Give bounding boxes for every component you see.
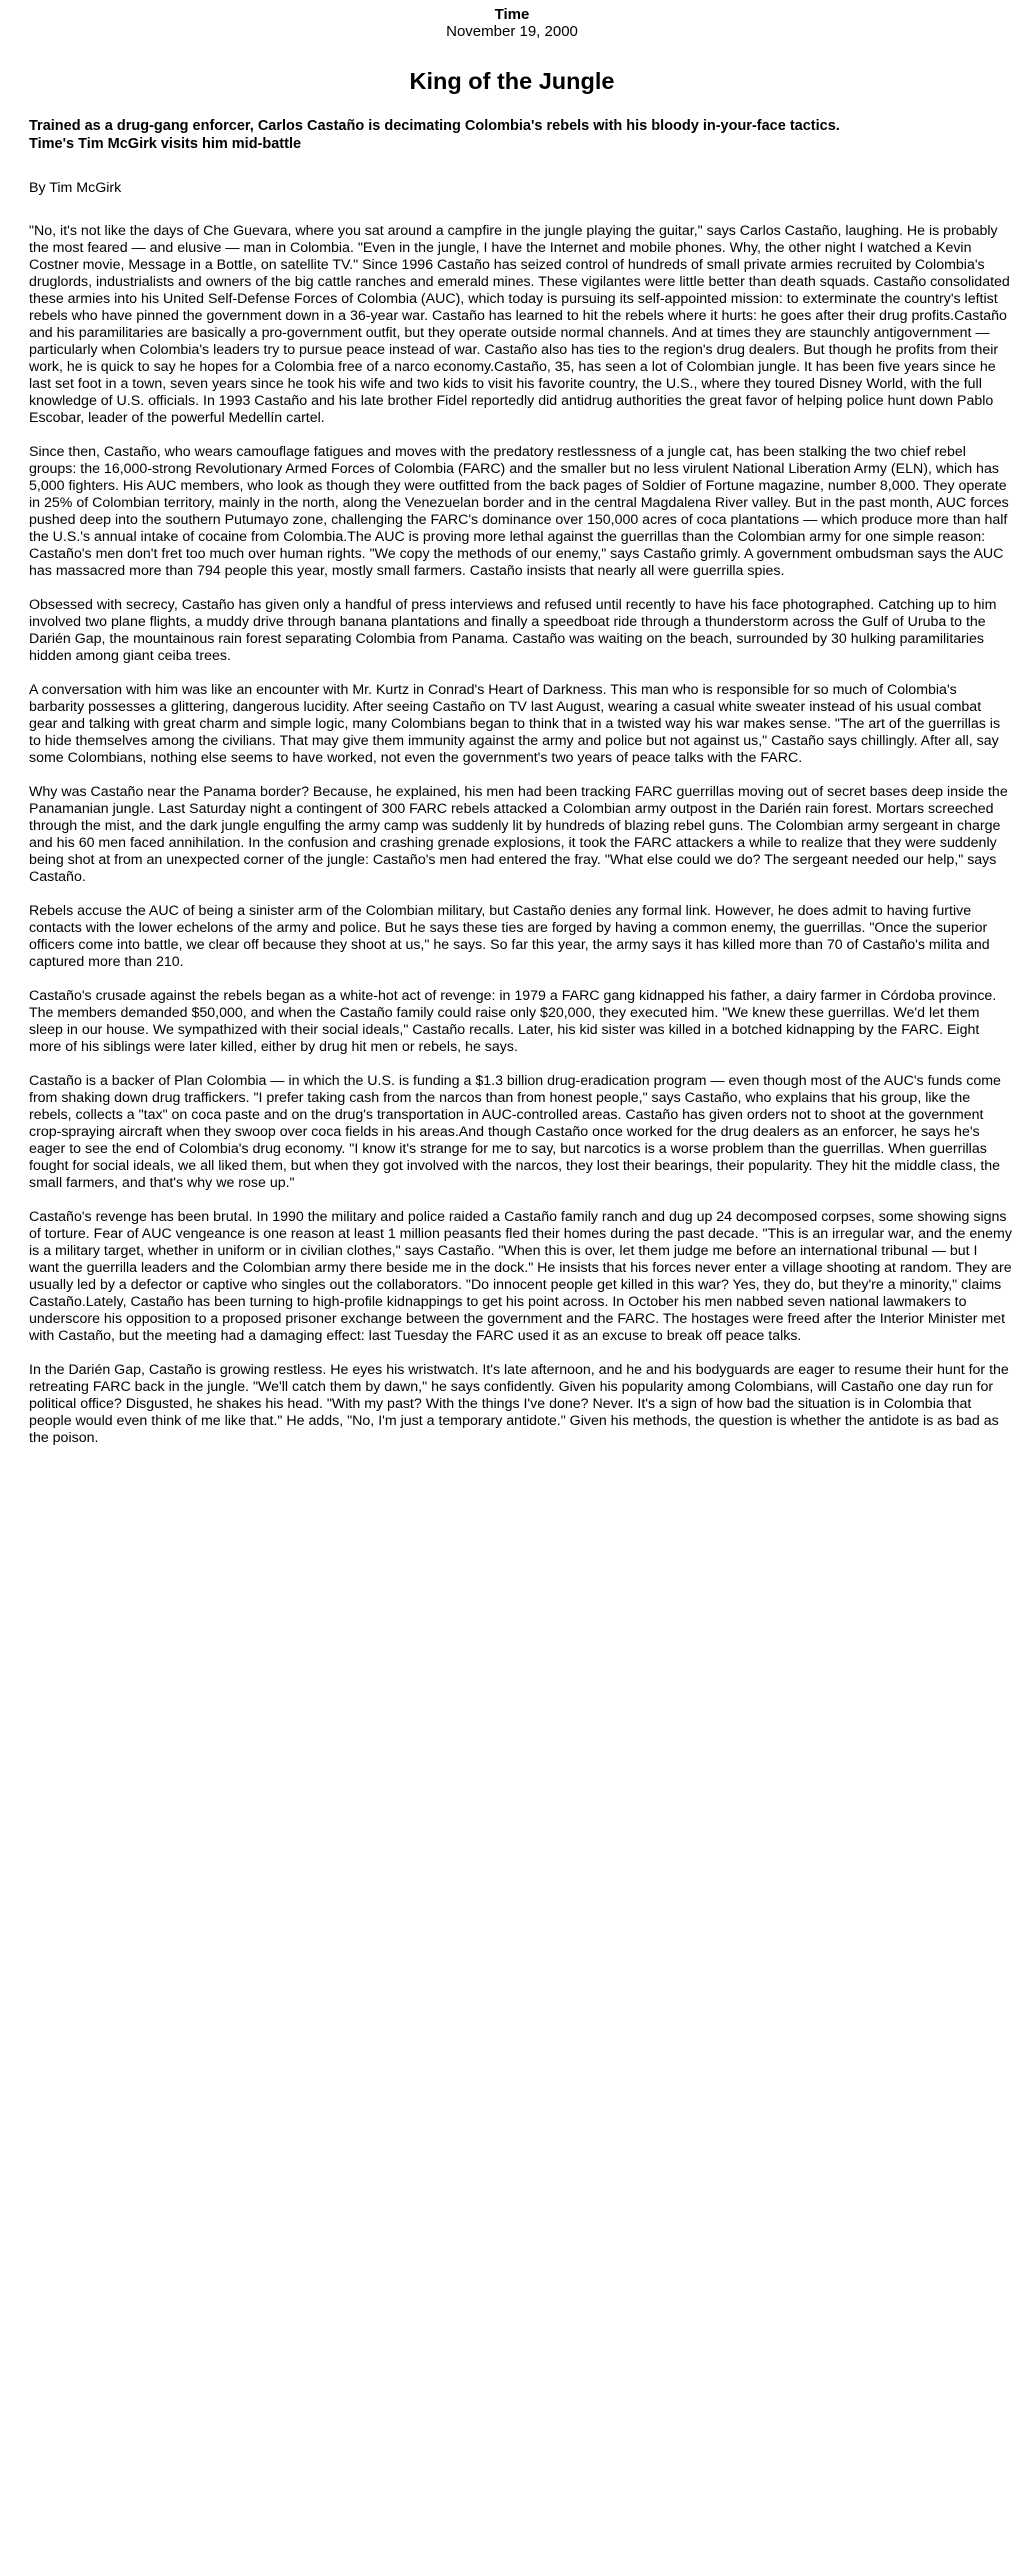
paragraph-line: "No, it's not like the days of Che Guevara, where you sat around a campfire in the jungle playing the guitar," says Carlos Castaño, laughing. He is probably — [29, 223, 998, 239]
paragraph-line: more of his siblings were later killed, either by drug hit men or rebels, he says. — [29, 1039, 518, 1055]
paragraph-line: gear and talking with great charm and simple logic, many Colombians began to think that in a twisted way his war makes sense. "The art of the guerrillas is — [29, 716, 1001, 732]
paragraph-line: of torture. Fear of AUC vengeance is one reason at least 1 million peasants fled their homes during the past decade. "This is an irregular war, and the enemy — [29, 1226, 1012, 1242]
paragraph-line: last set foot in a town, seven years since he took his wife and two kids to visit his favorite country, the U.S., where they toured Disney World, with the full — [29, 376, 982, 392]
article-paragraph — [7, 1362, 1017, 1447]
paragraph-line: Rebels accuse the AUC of being a sinister arm of the Colombian military, but Castaño denies any formal link. However, he does admit to having furtive — [29, 903, 972, 919]
paragraph-line: Castaño is a backer of Plan Colombia — in which the U.S. is funding a $1.3 billion drug-eradication program — even though most of the AUC's funds come — [29, 1073, 1001, 1089]
paragraph-line: these armies into his United Self-Defense Forces of Colombia (AUC), which today is pursuing its self-appointed mission: to exterminate the country's leftist — [29, 291, 998, 307]
publication-name: Time — [494, 6, 530, 23]
article-paragraph — [7, 1209, 1017, 1345]
paragraph-line: Castaño.Lately, Castaño has been turning to high-profile kidnappings to get his point across. In October his men nabbed seven national lawmakers to — [29, 1294, 967, 1310]
paragraph-line: underscore his opposition to a proposed prisoner exchange between the government and the FARC. The hostages were freed after the Interior Minister met — [29, 1311, 1006, 1327]
publication-date: November 19, 2000 — [446, 23, 578, 40]
paragraph-line: political office? Disgusted, he shakes his head. "With my past? With the things I've done? Never. It's a sign of how bad the situation is in Colombia that — [29, 1396, 972, 1412]
paragraph-line: eager to see the end of Colombia's drug economy. "I know it's strange for me to say, but narcotics is a worse problem than the guerrillas. When guerrillas — [29, 1141, 987, 1157]
paragraph-line: with Castaño, but the meeting had a damaging effect: last Tuesday the FARC used it as an excuse to break off peace talks. — [29, 1328, 802, 1344]
article-paragraph — [7, 682, 1017, 767]
paragraph-line: particularly when Colombia's leaders try to pursue peace instead of war. Castaño also has ties to the region's drug dealers. But though he profits from their — [29, 342, 999, 358]
paragraph-line: involved two plane flights, a muddy drive through banana plantations and finally a speedboat ride through a thunderstorm across the Gulf of Uruba to the — [29, 614, 986, 630]
paragraph-line: to hide themselves among the civilians. That may give them immunity against the army and police but not against us," Castaño says chillingly. After all, say — [29, 733, 999, 749]
paragraph-line: Darién Gap, the mountainous rain forest separating Colombia from Panama. Castaño was waiting on the beach, surrounded by 30 hulking paramilitaries — [29, 631, 985, 647]
paragraph-line: The members demanded $50,000, and when the Castaño family could raise only $20,000, they executed him. "We knew these guerrillas. We'd let them — [29, 1005, 980, 1021]
paragraph-line: rebels who have pinned the government down in a 36-year war. Castaño has learned to hit the rebels where it hurts: he goes after their drug profits.Castaño — [29, 308, 1007, 324]
article-body — [7, 223, 1017, 1447]
paragraph-line: work, he is quick to say he hopes for a Colombia free of a narco economy.Castaño, 35, has seen a lot of Colombian jungle. It has been five years since he — [29, 359, 996, 375]
paragraph-line: knowledge of U.S. officials. In 1993 Castaño and his late brother Fidel reportedly did antidrug authorities the great favor of helping police hunt down Pablo — [29, 393, 994, 409]
paragraph-line: has massacred more than 794 people this year, mostly small farmers. Castaño insists that nearly all were guerrilla spies. — [29, 563, 785, 579]
paragraph-line: through the mist, and the dark jungle engulfing the army camp was suddenly lit by hundreds of blazing rebel guns. The Colombian army sergeant in charge — [29, 818, 1001, 834]
article-paragraph — [7, 988, 1017, 1056]
paragraph-line: druglords, industrialists and owners of the big cattle ranches and emerald mines. These vigilantes were little better than death squads. Castaño consolidated — [29, 274, 1010, 290]
paragraph-line: some Colombians, nothing else seems to have worked, not even the government's two years of peace talks with the FARC. — [29, 750, 803, 766]
paragraph-line: Costner movie, Message in a Bottle, on satellite TV." Since 1996 Castaño has seized control of hundreds of small private armies recruited by Colombia's — [29, 257, 985, 273]
paragraph-line: want the guerrilla leaders and the Colombian army there beside me in the dock." He insists that his forces never enter a village shooting at random. They are — [29, 1260, 1012, 1276]
paragraph-line: A conversation with him was like an encounter with Mr. Kurtz in Conrad's Heart of Darkness. This man who is responsible for so much of Colombia's — [29, 682, 957, 698]
paragraph-line: Castaño. — [29, 869, 86, 885]
paragraph-line: Escobar, leader of the powerful Medellín cartel. — [29, 410, 325, 426]
paragraph-line: Panamanian jungle. Last Saturday night a contingent of 300 FARC rebels attacked a Colombian army outpost in the Darién rain forest. Mortars screeched — [29, 801, 994, 817]
paragraph-line: Castaño's crusade against the rebels began as a white-hot act of revenge: in 1979 a FARC gang kidnapped his father, a dairy farmer in Córdoba province. — [29, 988, 997, 1004]
paragraph-line: officers come into battle, we clear off because they shoot at us," he says. So far this year, the army says it has killed more than 70 of Castaño's milita and — [29, 937, 990, 953]
paragraph-line: the poison. — [29, 1430, 99, 1446]
paragraph-line: In the Darién Gap, Castaño is growing restless. He eyes his wristwatch. It's late afternoon, and he and his bodyguards are eager to resume their hunt for the — [29, 1362, 1009, 1378]
paragraph-line: 5,000 fighters. His AUC members, who look as though they were outfitted from the back pages of Soldier of Fortune magazine, number 8,000. They operate — [29, 478, 1007, 494]
deck-line: Time's Tim McGirk visits him mid-battle — [29, 135, 302, 152]
article-paragraph — [7, 1073, 1017, 1192]
article-paragraph — [7, 223, 1017, 427]
paragraph-line: sleep in our house. We sympathized with their social ideals," Castaño recalls. Later, his kid sister was killed in a botched kidnapping by the FARC. Eight — [29, 1022, 980, 1038]
paragraph-line: Obsessed with secrecy, Castaño has given only a handful of press interviews and refused until recently to have his face photographed. Catching up to him — [29, 597, 997, 613]
paragraph-line: Why was Castaño near the Panama border? Because, he explained, his men had been tracking FARC guerrillas moving out of secret bases deep inside the — [29, 784, 1008, 800]
paragraph-line: hidden among giant ceiba trees. — [29, 648, 231, 664]
paragraph-line: Since then, Castaño, who wears camouflage fatigues and moves with the predatory restlessness of a jungle cat, has been stalking the two chief rebel — [29, 444, 966, 460]
paragraph-line: Castaño's revenge has been brutal. In 1990 the military and police raided a Castaño family ranch and dug up 24 decomposed corpses, some showing signs — [29, 1209, 1007, 1225]
article-paragraph — [7, 903, 1017, 971]
paragraph-line: people would even think of me like that." He adds, "No, I'm just a temporary antidote." Given his methods, the question is whether the antidote is as bad as — [29, 1413, 999, 1429]
paragraph-line: groups: the 16,000-strong Revolutionary Armed Forces of Colombia (FARC) and the smaller but no less virulent National Liberation Army (ELN), which has — [29, 461, 999, 477]
paragraph-line: the most feared — and elusive — man in Colombia. "Even in the jungle, I have the Internet and mobile phones. Why, the other night I watched a Kevin — [29, 240, 972, 256]
paragraph-line: rebels, collects a "tax" on coca paste and on the drug's transportation in AUC-controlled areas. Castaño has given orders not to shoot at the government — [29, 1107, 984, 1123]
article-paragraph — [7, 444, 1017, 580]
paragraph-line: is a military target, whether in uniform or in civilian clothes," says Castaño. "When this is over, let them judge me before an international tribunal — but I — [29, 1243, 978, 1259]
deck-line: Trained as a drug-gang enforcer, Carlos Castaño is decimating Colombia's rebels with his bloody in-your-face tactics. — [29, 118, 840, 134]
paragraph-line: small farmers, and that's why we rose up." — [29, 1175, 295, 1191]
paragraph-line: the U.S.'s annual intake of cocaine from Colombia.The AUC is proving more lethal against the guerrillas than the Colombian army for one simple reason: — [29, 529, 986, 545]
paragraph-line: retreating FARC back in the jungle. "We'll catch them by dawn," he says confidently. Given his popularity among Colombians, will Castaño one day run for — [29, 1379, 994, 1395]
paragraph-line: and his paramilitaries are basically a pro-government outfit, but they operate outside normal channels. And at times they are staunchly antigovernment — — [29, 325, 990, 341]
paragraph-line: from shaking down drug traffickers. "I prefer taking cash from the narcos than from honest people," says Castaño, who explains that his group, like the — [29, 1090, 971, 1106]
article-headline: King of the Jungle — [409, 68, 615, 94]
article-paragraph — [7, 784, 1017, 886]
article-paragraph — [7, 597, 1017, 665]
article-deck — [29, 118, 1017, 153]
paragraph-line: pushed deep into the southern Putumayo zone, challenging the FARC's dominance over 150,000 acres of coca plantations — which produce more than half — [29, 512, 1008, 528]
paragraph-line: contacts with the lower echelons of the army and police. But he says these ties are forged by having a common enemy, the guerrillas. "Once the superior — [29, 920, 988, 936]
byline: By Tim McGirk — [29, 180, 122, 196]
paragraph-line: usually led by a defector or captive who singles out the collaborators. "Do innocent people get killed in this war? Yes, they do, but they're a minority," claims — [29, 1277, 1002, 1293]
paragraph-line: and his 60 men faced annihilation. In the confusion and crashing grenade explosions, it took the FARC attackers a while to realize that they were suddenly — [29, 835, 997, 851]
paragraph-line: barbarity possesses a glittering, dangerous lucidity. After seeing Castaño on TV last August, wearing a casual white sweater instead of his usual combat — [29, 699, 982, 715]
paragraph-line: fought for social ideals, we all liked them, but when they got involved with the narcos, they lost their bearings, their popularity. They hit the middle class, the — [29, 1158, 1001, 1174]
paragraph-line: captured more than 210. — [29, 954, 184, 970]
paragraph-line: Castaño's men don't fret too much over human rights. "We copy the methods of our enemy," says Castaño grimly. A government ombudsman says the AUC — [29, 546, 1004, 562]
paragraph-line: in 25% of Colombian territory, mainly in the north, along the Venezuelan border and in the central Magdalena River valley. But in the past month, AUC forces — [29, 495, 1009, 511]
paragraph-line: crop-spraying aircraft when they swoop over coca fields in his areas.And though Castaño once worked for the drug dealers as an enforcer, he says he's — [29, 1124, 980, 1140]
paragraph-line: being shot at from an unexpected corner of the jungle: Castaño's men had entered the fray. "What else could we do? The sergeant needed our help," says — [29, 852, 997, 868]
